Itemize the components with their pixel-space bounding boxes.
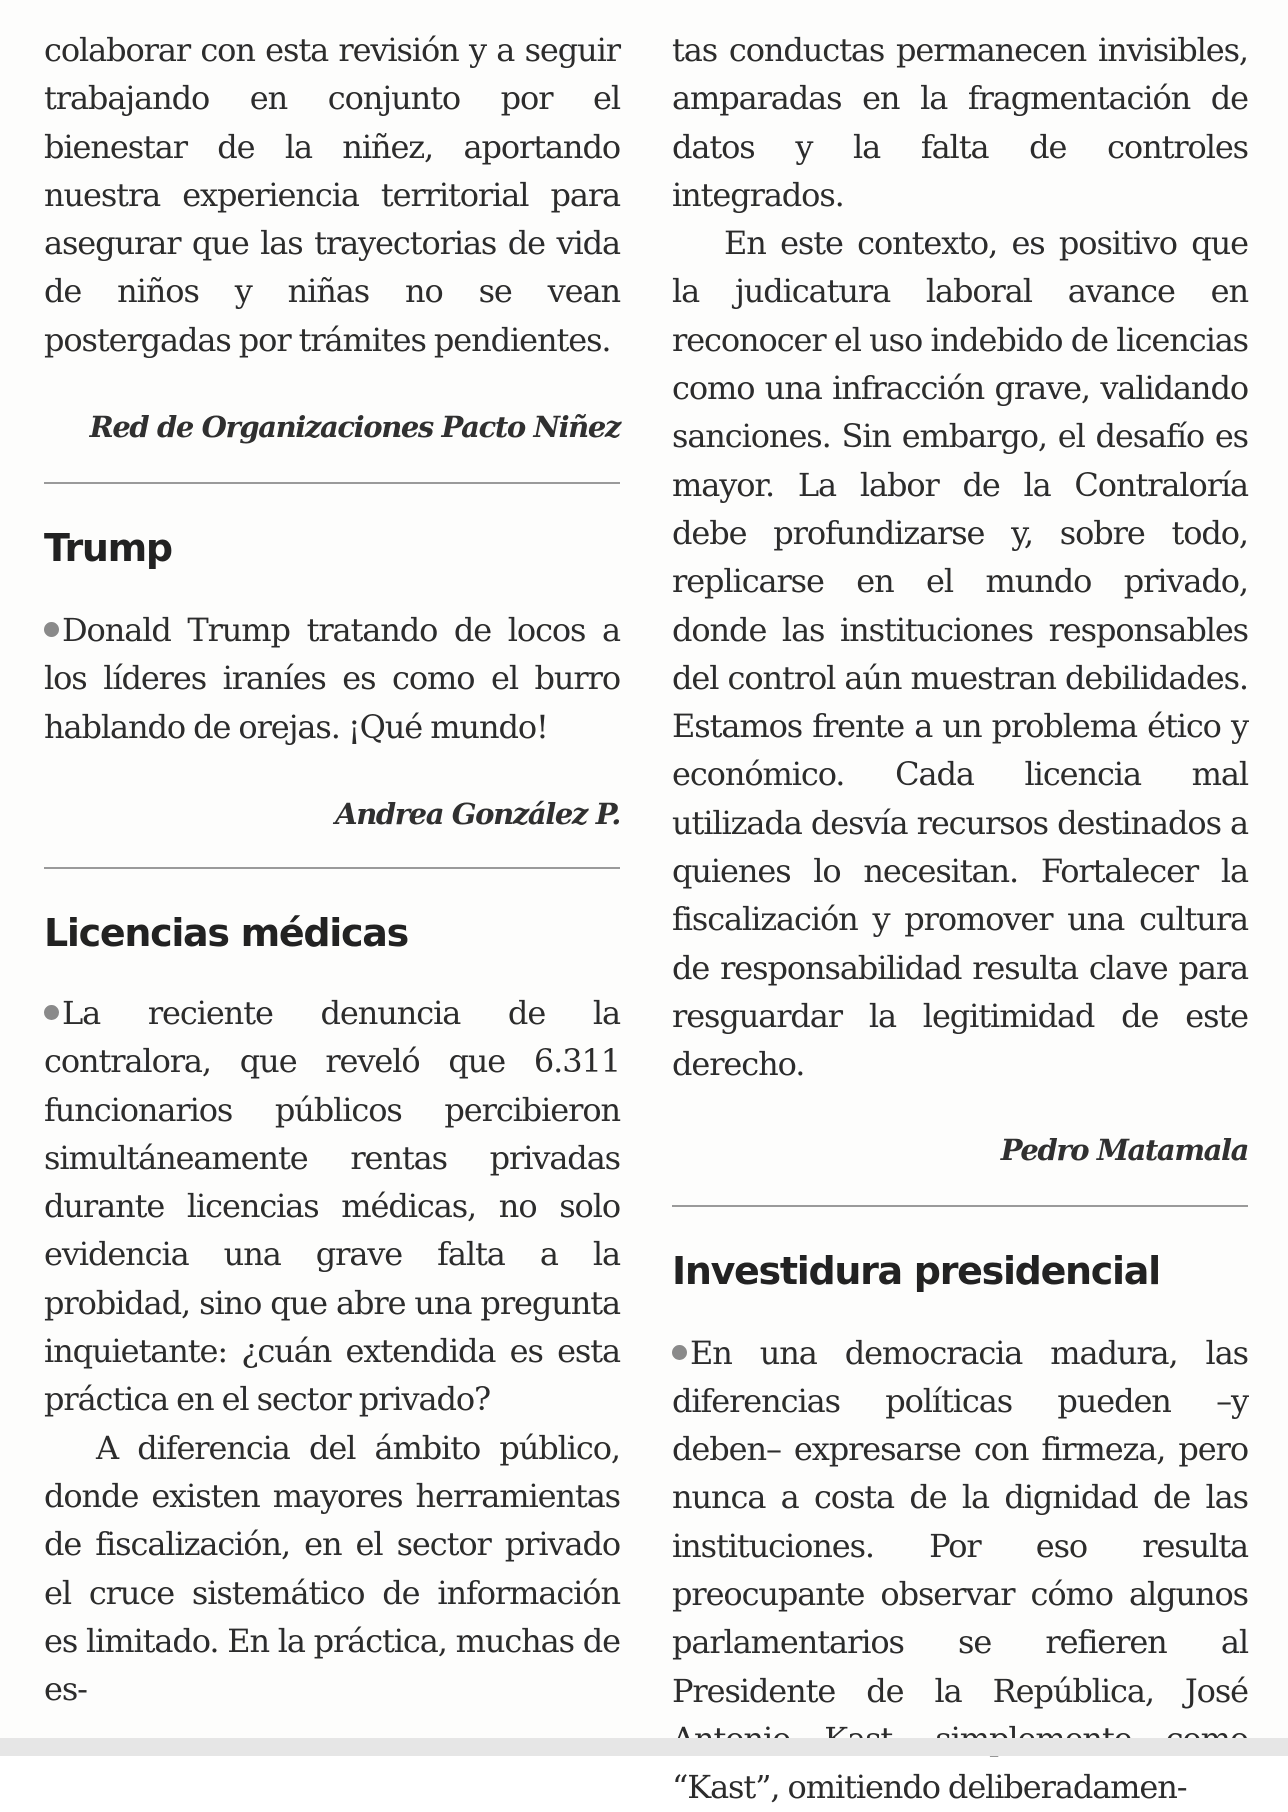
bullet-icon [672, 1345, 687, 1360]
letter-licencias-title: Licencias médicas [44, 910, 408, 955]
divider-rule [672, 1205, 1248, 1207]
letter-licencias-body-2: A diferencia del ámbito público, donde existen mayores herramientas de fiscalización, en el sector privado el cruce sistemático de información es limitado. En la práctica, muchas de es- [44, 1428, 620, 1709]
letter-licencias-body-1: La reciente denuncia de la contralora, que reveló que 6.311 funcionarios públicos percibieron simultáneamente rentas privadas durante licencias médicas, no solo evidencia una grave falta a la probidad, sino que abre una pregunta inquietante: ¿cuán extendida es esta práctica en el sector privado? [44, 993, 620, 1419]
letter-trump-title: Trump [44, 526, 172, 571]
page-bottom-edge [0, 1738, 1288, 1756]
letter-licencias-continued-2: En este contexto, es positivo que la judicatura laboral avance en reconocer el uso indebido de licencias como una infracción grave, validando sanciones. Sin embargo, el desafío es mayor. La labor de la Contraloría debe profundizarse y, sobre todo, replicarse en el mundo privado, donde las instituciones responsables del control aún muestran debilidades. Estamos frente a un problema ético y económico. Cada licencia mal utilizada desvía recursos destinados a quienes lo necesitan. Fortalecer la fiscalización y promover una cultura de responsabilidad resulta clave para resguardar la legitimidad de este derecho. [672, 224, 1248, 1084]
divider-rule [44, 482, 620, 484]
left-column [44, 26, 620, 1713]
bullet-icon [44, 1005, 59, 1020]
letter-trump-signature: Andrea González P. [335, 796, 620, 831]
letter-licencias-signature: Pedro Matamala [1000, 1132, 1248, 1167]
letter-trump-body: Donald Trump tratando de locos a los líderes iraníes es como el burro hablando de orejas. ¡Qué mundo! [44, 611, 620, 746]
right-column [672, 26, 1248, 1812]
letter-pacto-ninez-signature: Red de Organizaciones Pacto Niñez [89, 410, 620, 445]
letter-licencias-continued-1: tas conductas permanecen invisibles, amparadas en la fragmentación de datos y la falta de controles integrados. [672, 31, 1248, 214]
divider-rule [44, 867, 620, 869]
letter-investidura-title: Investidura presidencial [672, 1248, 1160, 1293]
bullet-icon [44, 622, 59, 637]
letter-investidura-body: En una democracia madura, las diferencias políticas pueden –y deben– expresarse con firmeza, pero nunca a costa de la dignidad de las instituciones. Por eso resulta preocupante observar cómo algunos parlamentarios se refieren al Presidente de la República, José “Kast”, omitiendo deliberadamen- [672, 1333, 1248, 1807]
letter-pacto-ninez-body: colaborar con esta revisión y a seguir trabajando en conjunto por el bienestar de la niñez, aportando nuestra experiencia territorial para asegurar que las trayectorias de vida de niños y niñas no se vean postergadas por trámites pendientes. [44, 31, 620, 359]
